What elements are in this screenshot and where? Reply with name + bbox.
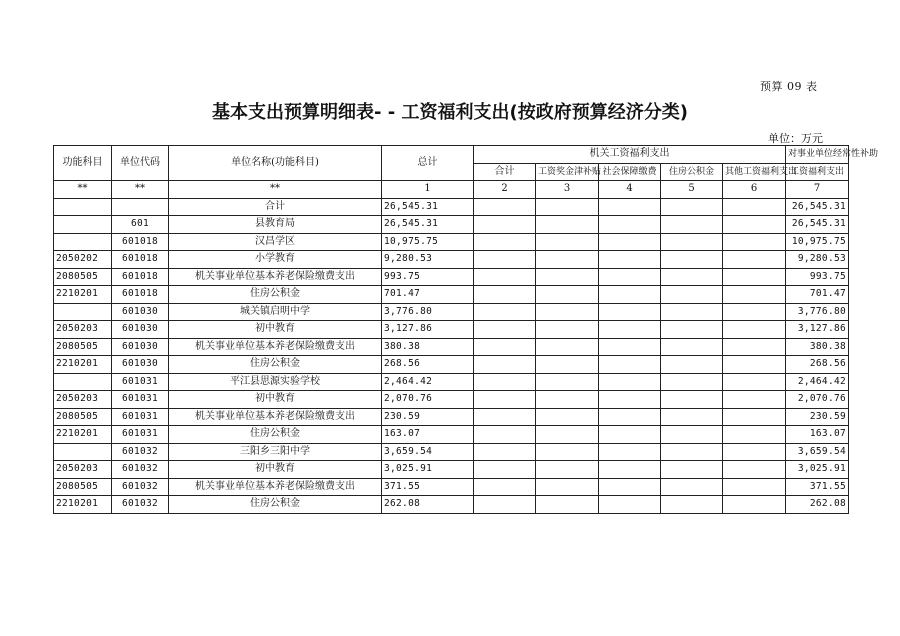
cell-func-code: 2210201 <box>54 356 112 374</box>
header-sub-social: 社会保障缴费 <box>599 163 661 181</box>
header-sub-total: 合计 <box>474 163 536 181</box>
cell-unit-code: 601031 <box>112 373 169 391</box>
cell-empty <box>723 478 786 496</box>
cell-total: 380.38 <box>382 338 474 356</box>
cell-empty <box>599 251 661 269</box>
cell-empty <box>723 286 786 304</box>
table-row <box>54 426 849 444</box>
cell-empty <box>723 303 786 321</box>
cell-total: 3,776.80 <box>382 303 474 321</box>
cell-unit-name: 初中教育 <box>169 391 382 409</box>
cell-func-code <box>54 233 112 251</box>
cell-func-code: 2210201 <box>54 426 112 444</box>
cell-biz-wage: 3,659.54 <box>786 443 849 461</box>
cell-biz-wage: 262.08 <box>786 496 849 514</box>
cell-empty <box>661 198 723 216</box>
cell-empty <box>661 408 723 426</box>
index-cell: ** <box>112 181 169 199</box>
cell-total: 371.55 <box>382 478 474 496</box>
cell-empty <box>661 268 723 286</box>
cell-empty <box>474 496 536 514</box>
cell-biz-wage: 380.38 <box>786 338 849 356</box>
cell-empty <box>599 391 661 409</box>
cell-empty <box>661 478 723 496</box>
cell-empty <box>474 251 536 269</box>
index-cell: ** <box>54 181 112 199</box>
table-row <box>54 373 849 391</box>
cell-func-code: 2050203 <box>54 461 112 479</box>
cell-biz-wage: 371.55 <box>786 478 849 496</box>
cell-func-code: 2050203 <box>54 321 112 339</box>
cell-unit-code: 601018 <box>112 286 169 304</box>
cell-func-code <box>54 198 112 216</box>
cell-empty <box>661 426 723 444</box>
cell-empty <box>536 496 599 514</box>
cell-total: 3,659.54 <box>382 443 474 461</box>
cell-unit-name: 初中教育 <box>169 461 382 479</box>
cell-empty <box>474 478 536 496</box>
cell-empty <box>599 356 661 374</box>
cell-unit-name: 住房公积金 <box>169 426 382 444</box>
cell-unit-code: 601032 <box>112 496 169 514</box>
cell-unit-code: 601018 <box>112 268 169 286</box>
cell-unit-name: 住房公积金 <box>169 286 382 304</box>
cell-func-code: 2050203 <box>54 391 112 409</box>
cell-func-code: 2210201 <box>54 286 112 304</box>
cell-empty <box>661 233 723 251</box>
cell-empty <box>599 426 661 444</box>
cell-empty <box>599 198 661 216</box>
cell-biz-wage: 701.47 <box>786 286 849 304</box>
cell-unit-name: 机关事业单位基本养老保险缴费支出 <box>169 478 382 496</box>
cell-empty <box>661 338 723 356</box>
cell-biz-wage: 268.56 <box>786 356 849 374</box>
index-cell: 2 <box>474 181 536 199</box>
table-row <box>54 321 849 339</box>
cell-empty <box>474 233 536 251</box>
table-row <box>54 391 849 409</box>
cell-unit-code: 601032 <box>112 478 169 496</box>
cell-empty <box>536 373 599 391</box>
cell-empty <box>536 321 599 339</box>
cell-empty <box>536 461 599 479</box>
cell-empty <box>599 286 661 304</box>
cell-empty <box>599 233 661 251</box>
table-row <box>54 478 849 496</box>
cell-empty <box>536 198 599 216</box>
cell-empty <box>723 251 786 269</box>
cell-unit-name: 县教育局 <box>169 216 382 234</box>
cell-total: 26,545.31 <box>382 216 474 234</box>
page-title: 基本支出预算明细表- - 工资福利支出(按政府预算经济分类) <box>212 102 688 123</box>
cell-unit-code: 601032 <box>112 443 169 461</box>
cell-unit-code <box>112 198 169 216</box>
cell-empty <box>536 356 599 374</box>
cell-empty <box>723 443 786 461</box>
cell-empty <box>474 303 536 321</box>
cell-empty <box>661 443 723 461</box>
cell-empty <box>536 408 599 426</box>
cell-unit-code: 601018 <box>112 233 169 251</box>
cell-empty <box>661 356 723 374</box>
cell-unit-name: 合计 <box>169 198 382 216</box>
header-unit-name: 单位名称(功能科目) <box>169 146 382 181</box>
cell-biz-wage: 3,776.80 <box>786 303 849 321</box>
index-row <box>54 181 849 199</box>
cell-biz-wage: 3,025.91 <box>786 461 849 479</box>
cell-empty <box>474 268 536 286</box>
cell-empty <box>723 233 786 251</box>
cell-empty <box>661 496 723 514</box>
cell-empty <box>536 338 599 356</box>
cell-empty <box>474 338 536 356</box>
cell-func-code <box>54 216 112 234</box>
cell-empty <box>536 303 599 321</box>
cell-biz-wage: 2,070.76 <box>786 391 849 409</box>
cell-empty <box>599 408 661 426</box>
cell-empty <box>474 198 536 216</box>
unit-label: 单位：万元 <box>768 132 823 145</box>
cell-empty <box>599 496 661 514</box>
cell-empty <box>474 391 536 409</box>
cell-biz-wage: 26,545.31 <box>786 198 849 216</box>
cell-total: 993.75 <box>382 268 474 286</box>
cell-empty <box>474 286 536 304</box>
index-cell: 1 <box>382 181 474 199</box>
cell-unit-name: 三阳乡三阳中学 <box>169 443 382 461</box>
table-row <box>54 251 849 269</box>
cell-unit-name: 机关事业单位基本养老保险缴费支出 <box>169 268 382 286</box>
header-sub-wage: 工资奖金津补贴 <box>536 163 599 181</box>
cell-empty <box>599 443 661 461</box>
cell-empty <box>723 391 786 409</box>
cell-total: 163.07 <box>382 426 474 444</box>
cell-empty <box>536 268 599 286</box>
cell-total: 10,975.75 <box>382 233 474 251</box>
cell-unit-name: 住房公积金 <box>169 356 382 374</box>
cell-empty <box>661 216 723 234</box>
cell-biz-wage: 993.75 <box>786 268 849 286</box>
cell-empty <box>661 321 723 339</box>
cell-empty <box>723 216 786 234</box>
cell-empty <box>723 496 786 514</box>
cell-unit-code: 601030 <box>112 356 169 374</box>
cell-unit-name: 初中教育 <box>169 321 382 339</box>
cell-empty <box>474 356 536 374</box>
header-group-biz: 对事业单位经常性补助 <box>786 146 849 164</box>
cell-biz-wage: 9,280.53 <box>786 251 849 269</box>
cell-biz-wage: 163.07 <box>786 426 849 444</box>
table-row <box>54 216 849 234</box>
cell-func-code: 2210201 <box>54 496 112 514</box>
header-sub-biz-wage: 工资福利支出 <box>786 163 849 181</box>
cell-empty <box>661 373 723 391</box>
table-row <box>54 496 849 514</box>
header-group-org: 机关工资福利支出 <box>474 146 786 164</box>
cell-empty <box>536 443 599 461</box>
cell-unit-name: 汉昌学区 <box>169 233 382 251</box>
table-row <box>54 286 849 304</box>
cell-empty <box>661 303 723 321</box>
table-row <box>54 303 849 321</box>
cell-func-code <box>54 443 112 461</box>
cell-empty <box>599 216 661 234</box>
cell-empty <box>661 251 723 269</box>
cell-empty <box>474 426 536 444</box>
cell-unit-code: 601031 <box>112 426 169 444</box>
cell-total: 701.47 <box>382 286 474 304</box>
cell-empty <box>723 338 786 356</box>
cell-total: 268.56 <box>382 356 474 374</box>
cell-empty <box>536 426 599 444</box>
table-row <box>54 338 849 356</box>
cell-empty <box>661 461 723 479</box>
header-sub-housing: 住房公积金 <box>661 163 723 181</box>
cell-biz-wage: 10,975.75 <box>786 233 849 251</box>
cell-biz-wage: 3,127.86 <box>786 321 849 339</box>
cell-biz-wage: 230.59 <box>786 408 849 426</box>
cell-total: 230.59 <box>382 408 474 426</box>
cell-biz-wage: 26,545.31 <box>786 216 849 234</box>
index-cell: 6 <box>723 181 786 199</box>
cell-empty <box>599 338 661 356</box>
cell-empty <box>536 216 599 234</box>
cell-empty <box>723 426 786 444</box>
cell-empty <box>536 233 599 251</box>
cell-empty <box>599 373 661 391</box>
cell-empty <box>599 321 661 339</box>
cell-empty <box>474 443 536 461</box>
index-cell: 4 <box>599 181 661 199</box>
cell-func-code: 2050202 <box>54 251 112 269</box>
cell-total: 26,545.31 <box>382 198 474 216</box>
cell-empty <box>723 408 786 426</box>
cell-unit-code: 601 <box>112 216 169 234</box>
cell-empty <box>474 373 536 391</box>
cell-unit-name: 平江县思源实验学校 <box>169 373 382 391</box>
cell-total: 3,127.86 <box>382 321 474 339</box>
cell-empty <box>474 321 536 339</box>
table-row <box>54 356 849 374</box>
header-unit-code: 单位代码 <box>112 146 169 181</box>
index-cell: 7 <box>786 181 849 199</box>
cell-total: 2,464.42 <box>382 373 474 391</box>
cell-empty <box>599 478 661 496</box>
cell-func-code: 2080505 <box>54 408 112 426</box>
cell-empty <box>536 391 599 409</box>
cell-unit-name: 机关事业单位基本养老保险缴费支出 <box>169 338 382 356</box>
cell-empty <box>723 198 786 216</box>
table-row <box>54 268 849 286</box>
cell-func-code <box>54 303 112 321</box>
cell-empty <box>536 286 599 304</box>
cell-unit-name: 城关镇启明中学 <box>169 303 382 321</box>
cell-empty <box>723 268 786 286</box>
cell-empty <box>723 321 786 339</box>
cell-func-code <box>54 373 112 391</box>
cell-func-code: 2080505 <box>54 478 112 496</box>
cell-unit-name: 小学教育 <box>169 251 382 269</box>
form-number: 预算 09 表 <box>760 80 818 93</box>
cell-empty <box>599 268 661 286</box>
table-row <box>54 443 849 461</box>
cell-empty <box>474 216 536 234</box>
index-cell: 3 <box>536 181 599 199</box>
cell-unit-name: 住房公积金 <box>169 496 382 514</box>
cell-empty <box>723 461 786 479</box>
cell-func-code: 2080505 <box>54 338 112 356</box>
cell-empty <box>599 303 661 321</box>
table-row <box>54 461 849 479</box>
cell-total: 3,025.91 <box>382 461 474 479</box>
table-row <box>54 198 849 216</box>
cell-unit-code: 601030 <box>112 303 169 321</box>
cell-unit-code: 601030 <box>112 321 169 339</box>
cell-empty <box>474 461 536 479</box>
cell-empty <box>723 356 786 374</box>
cell-unit-code: 601031 <box>112 391 169 409</box>
cell-unit-code: 601031 <box>112 408 169 426</box>
header-total: 总计 <box>382 146 474 181</box>
cell-empty <box>536 251 599 269</box>
table-row <box>54 233 849 251</box>
budget-table <box>53 145 879 514</box>
cell-empty <box>474 408 536 426</box>
index-cell: ** <box>169 181 382 199</box>
cell-unit-code: 601032 <box>112 461 169 479</box>
cell-biz-wage: 2,464.42 <box>786 373 849 391</box>
cell-func-code: 2080505 <box>54 268 112 286</box>
cell-empty <box>661 286 723 304</box>
cell-unit-code: 601030 <box>112 338 169 356</box>
cell-empty <box>723 373 786 391</box>
cell-unit-name: 机关事业单位基本养老保险缴费支出 <box>169 408 382 426</box>
cell-total: 9,280.53 <box>382 251 474 269</box>
cell-total: 2,070.76 <box>382 391 474 409</box>
header-func-code: 功能科目 <box>54 146 112 181</box>
index-cell: 5 <box>661 181 723 199</box>
cell-empty <box>536 478 599 496</box>
cell-empty <box>661 391 723 409</box>
cell-unit-code: 601018 <box>112 251 169 269</box>
header-sub-other: 其他工资福利支出 <box>723 163 786 181</box>
cell-empty <box>599 461 661 479</box>
cell-total: 262.08 <box>382 496 474 514</box>
table-row <box>54 408 849 426</box>
